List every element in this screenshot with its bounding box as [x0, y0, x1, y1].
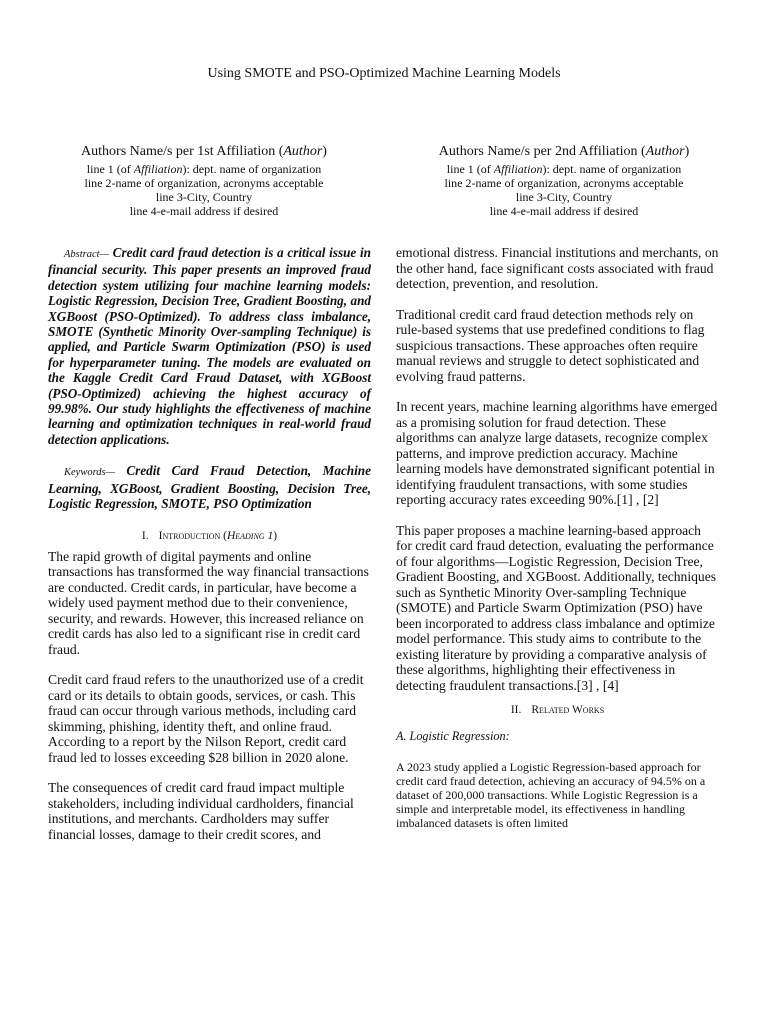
keywords — [48, 463, 371, 511]
affiliation-line-1: line 1 (of Affiliation): dept. name of organization — [446, 162, 682, 176]
keywords-text: Credit Card Fraud Detection, Machine Learning, XGBoost, Gradient Boosting, Decision Tree, Logistic Regression, SMOTE, PSO Optimization — [48, 463, 371, 512]
author-block-2 — [408, 143, 720, 218]
abstract — [48, 245, 371, 447]
affiliation-line-1: line 1 (of Affiliation): dept. name of organization — [86, 162, 322, 176]
affiliation-line-4: line 4-e-mail address if desired — [489, 204, 639, 218]
section-heading-introduction: I. Introduction (Heading 1) — [141, 529, 278, 542]
author-name: Authors Name/s per 1st Affiliation (Author) — [81, 144, 327, 159]
subsection-heading-logistic-regression: A. Logistic Regression: — [396, 729, 510, 743]
intro-paragraph-6: This paper proposes a machine learning-based approach for credit card fraud detection, evaluating the performance of four algorithms—Logistic Regression, Decision Tree, Gradient Boosting, and XGBoost. Additionally, techniques such as Synthetic Minority Over-sampling Technique (SMOTE) and Particle Swarm Optimization (PSO) have been incorporated to address class imbalance and optimize model performance. This study aims to contribute to the existing literature by providing a comparative analysis of these algorithms, highlighting their effectiveness in detecting fraudulent transactions.[3] , [4] — [396, 522, 717, 693]
section-heading-related-works: II. Related Works — [510, 704, 605, 716]
paper-title: Using SMOTE and PSO-Optimized Machine Learning Models — [207, 66, 561, 81]
intro-paragraph-1: The rapid growth of digital payments and online transactions has transformed the way financial transactions are conducted. Credit cards, in particular, have become a widely used payment method due to their convenience, security, and rewards. However, this increased reliance on credit cards has also led to a significant rise in credit card fraud. — [48, 548, 369, 657]
intro-paragraph-5: In recent years, machine learning algorithms have emerged as a promising solution for fraud detection. These algorithms can analyze large datasets, recognize complex patterns, and improve prediction accuracy. Machine learning models have demonstrated significant potential in identifying fraudulent transactions, with some studies reporting accuracy rates exceeding 90%.[1] , [2] — [396, 399, 718, 507]
author-name: Authors Name/s per 2nd Affiliation (Author) — [438, 144, 690, 159]
intro-paragraph-4: Traditional credit card fraud detection methods rely on rule-based systems that use predefined conditions to flag suspicious transactions. These approaches often require manual reviews and struggle to detect sophisticated and evolving fraud patterns. — [396, 306, 705, 384]
affiliation-line-3: line 3-City, Country — [515, 190, 613, 204]
right-column — [396, 245, 719, 830]
related-works-paragraph-1: A 2023 study applied a Logistic Regression-based approach for credit card fraud detection, achieving an accuracy of 94.5% on a dataset of 200,000 transactions. While Logistic Regression is a simple and interpretable model, its effectiveness in handling imbalanced datasets is often limited — [396, 760, 706, 830]
abstract-text: Credit card fraud detection is a critical issue in financial security. This paper presents an improved fraud detection system utilizing four machine learning models: Logistic Regression, Decision Tree, Gradient Boosting, and XGBoost (PSO-Optimized). To address class imbalance, SMOTE (Synthetic Minority Over-sampling Technique) is applied, and Particle Swarm Optimization (PSO) is used for hyperparameter tuning. The models are evaluated on the Kaggle Credit Card Fraud Dataset, with XGBoost (PSO-Optimized) achieving the highest accuracy of 99.98%. Our study highlights the effectiveness of machine learning and optimization techniques in real-world fraud detection applications. — [48, 245, 372, 447]
affiliation-line-3: line 3-City, Country — [155, 190, 253, 204]
abstract-label: Abstract— — [64, 249, 109, 260]
left-column — [48, 245, 371, 842]
affiliation-line-2: line 2-name of organization, acronyms acceptable — [444, 176, 684, 190]
intro-paragraph-3: The consequences of credit card fraud impact multiple stakeholders, including individual cardholders, financial institutions, and merchants. Cardholders may suffer financial losses, damage to their credit scores, and — [48, 780, 354, 842]
affiliation-line-4: line 4-e-mail address if desired — [129, 204, 279, 218]
affiliation-line-2: line 2-name of organization, acronyms acceptable — [84, 176, 324, 190]
author-block-1 — [48, 143, 360, 218]
intro-paragraph-3-continued: emotional distress. Financial institutions and merchants, on the other hand, face significant costs associated with fraud detection, prevention, and resolution. — [396, 245, 719, 291]
intro-paragraph-2: Credit card fraud refers to the unauthorized use of a credit card or its details to obtain goods, services, or cash. This fraud can occur through various methods, including card skimming, phishing, identity theft, and online fraud. According to a report by the Nilson Report, credit card fraud led to losses exceeding $28 billion in 2020 alone. — [48, 672, 364, 765]
keywords-label: Keywords— — [64, 467, 115, 479]
